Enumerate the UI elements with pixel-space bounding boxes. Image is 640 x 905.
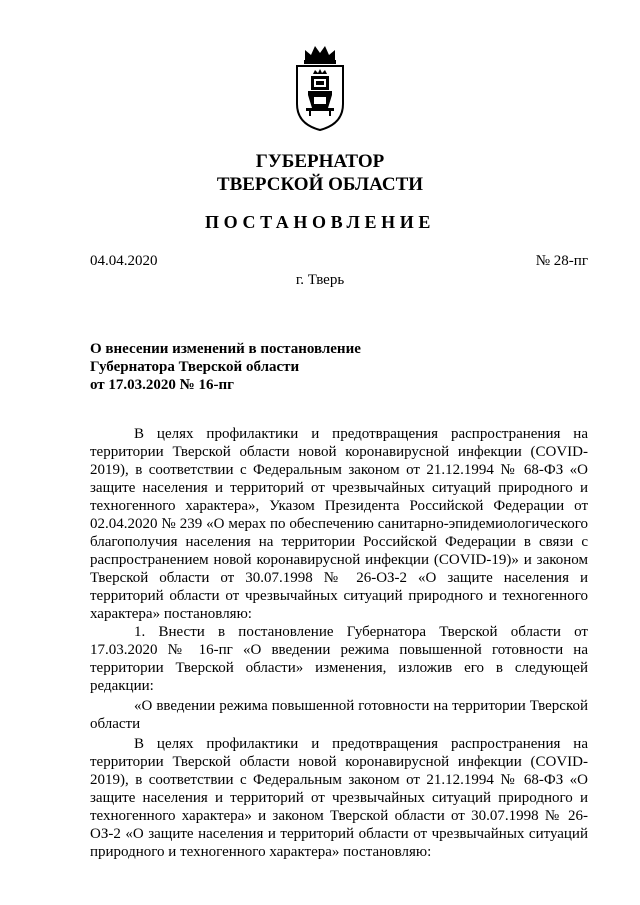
document-date: 04.04.2020 — [90, 253, 158, 269]
body-paragraph-preamble: В целях профилактики и предотвращения распространения на территории Тверской области новой коронавирусной инфекции (COVID-2019), в соответствии с Федеральным законом от 21.12.1994 № 68-ФЗ «О защите населения и территорий от чрезвычайных ситуаций природного и техногенного характера», Указом Президента Российской Федерации от 02.04.2020 № 239 «О мерах по обеспечению санитарно-эпидемиологического благополучия населения на территории Российской Федерации в связи с распространением новой коронавирусной инфекции (COVID-19)» и законом Тверской области от 30.07.1998 № 26-ОЗ-2 «О защите населения и территорий области от чрезвычайных ситуаций природного и техногенного характера» постановляю: — [90, 426, 588, 622]
document-type: ПОСТАНОВЛЕНИЕ — [205, 212, 435, 232]
body-paragraph-clause-1: 1. Внести в постановление Губернатора Тверской области от 17.03.2020 № 16-пг «О введении режима повышенной готовности на территории Тверской области» изменения, изложив его в следующей редакции: — [90, 624, 588, 694]
document-city: г. Тверь — [295, 272, 345, 288]
document-body — [90, 425, 588, 861]
subject-line-2: Губернатора Тверской области — [90, 359, 300, 375]
coat-of-arms-icon — [293, 44, 347, 132]
region-title: ТВЕРСКОЙ ОБЛАСТИ — [216, 174, 424, 195]
subject-line-1: О внесении изменений в постановление — [90, 341, 361, 357]
body-paragraph-new-title: «О введении режима повышенной готовности на территории Тверской области — [90, 698, 588, 732]
subject-line-3: от 17.03.2020 № 16-пг — [90, 377, 234, 393]
document-subject — [90, 340, 361, 394]
document-number: № 28-пг — [535, 253, 588, 269]
body-paragraph-new-preamble: В целях профилактики и предотвращения распространения на территории Тверской области новой коронавирусной инфекции (COVID-2019), в соответствии с Федеральным законом от 21.12.1994 № 68-ФЗ «О защите населения и территорий от чрезвычайных ситуаций природного и техногенного характера» и законом Тверской области от 30.07.1998 № 26-ОЗ-2 «О защите населения и территорий области от чрезвычайных ситуаций природного и техногенного характера» постановляю: — [90, 736, 588, 860]
governor-title: ГУБЕРНАТОР — [255, 151, 385, 172]
